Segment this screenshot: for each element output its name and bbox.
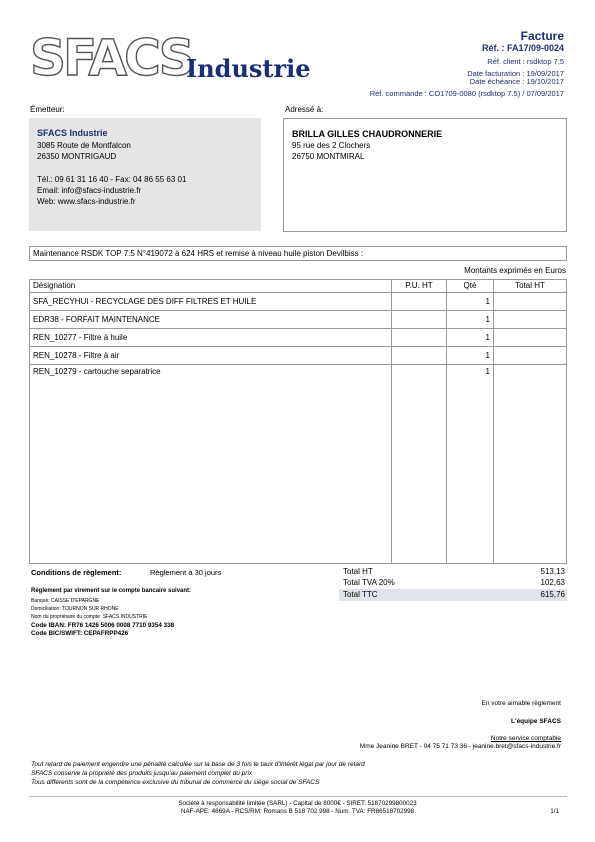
sender-website: Web: www.sfacs-industrie.fr	[37, 197, 136, 206]
row-quantity: 1	[447, 293, 494, 311]
row-designation: REN_10279 - cartouche separatrice	[30, 365, 392, 564]
recipient-city: 26750 MONTMIRAL	[292, 152, 365, 161]
row-total	[494, 329, 567, 347]
row-quantity: 1	[447, 311, 494, 329]
row-total	[494, 311, 567, 329]
table-row	[30, 347, 567, 365]
total-ttc-label: Total TTC	[343, 590, 378, 599]
description-text: Maintenance RSDK TOP 7.5 N°419072 à 624 HRS et remise à niveau huile piston Devilbiss :	[33, 249, 364, 258]
payment-terms-value: Règlement à 30 jours	[150, 568, 222, 577]
total-ttc-value: 615,76	[540, 590, 565, 599]
row-unit-price	[392, 347, 447, 365]
table-header-row	[30, 280, 567, 293]
payment-terms-label: Conditions de règlement:	[31, 568, 122, 577]
table-row	[30, 365, 567, 564]
table-row	[30, 293, 567, 311]
row-unit-price	[392, 311, 447, 329]
row-designation: REN_10277 - Filtre à huile	[30, 329, 392, 347]
col-unit-price: P.U. HT	[392, 280, 447, 293]
col-quantity: Qté	[447, 280, 494, 293]
bank-iban: Code IBAN: FR76 1426 5006 0008 7710 9354 338	[31, 622, 175, 629]
recipient-name: BRILLA GILLES CHAUDRONNERIE	[292, 129, 443, 139]
row-unit-price	[392, 365, 447, 564]
total-ttc-row	[339, 589, 567, 601]
bank-domiciliation: Domiciliation: TOURNON SUR RHONE	[31, 606, 119, 612]
due-date: Date échéance : 19/10/2017	[469, 77, 564, 86]
closing-service: Notre service comptable	[490, 735, 561, 742]
sender-phone: Tél.: 09 61 31 16 40 - Fax: 04 86 55 63 01	[37, 175, 187, 184]
col-total: Total HT	[494, 280, 567, 293]
footer-divider	[29, 796, 567, 797]
table-row	[30, 329, 567, 347]
row-quantity: 1	[447, 329, 494, 347]
closing-contact: Mme Jeanine BRET - 04 75 71 73 36 - jeanine.bret@sfacs-industrie.fr	[359, 743, 561, 750]
client-ref: Réf. client : rsdktop 7.5	[487, 57, 564, 66]
row-total	[494, 293, 567, 311]
closing-greeting: En votre aimable règlement	[481, 700, 561, 707]
legal-line: Tous différents sont de la compétence exclusive du tribunal de commerce du siège social de SFACS	[31, 779, 320, 786]
bank-bic: Code BIC/SWIFT: CEPAFRPP426	[31, 630, 129, 637]
sender-label: Émetteur:	[30, 105, 65, 114]
footer-legal-line: Société à responsabilité limitée (SARL) - Capital de 8000€ - SIRET: 51870299800023	[178, 800, 417, 807]
total-ht-value: 513,13	[540, 567, 565, 576]
footer-legal-line: NAF-APE: 4669A - RCS/RM: Romans B 518 702 998 - Num. TVA: FR86518702998	[180, 808, 415, 815]
total-tva-value: 102,63	[540, 578, 565, 587]
sender-address-line: 3085 Route de Montfalcon	[37, 141, 131, 150]
total-tva-label: Total TVA 20%	[343, 578, 395, 587]
currency-note: Montants exprimés en Euros	[464, 266, 566, 275]
closing-team: L'équipe SFACS	[511, 718, 561, 725]
invoice-title: Facture	[520, 29, 564, 43]
row-total	[494, 347, 567, 365]
invoice-date: Date facturation : 19/09/2017	[467, 69, 564, 78]
total-tva-row	[339, 578, 567, 589]
recipient-address-line: 95 rue des 2 Clochers	[292, 141, 371, 150]
sender-name: SFACS Industrie	[37, 128, 108, 138]
row-total	[494, 365, 567, 564]
legal-line: Tout retard de paiement engendre une pénalité calculée sur la base de 3 fois le taux d'intérêt légal par jour de retard	[31, 761, 365, 768]
bank-title: Règlement par virement sur le compte bancaire suivant:	[31, 588, 192, 594]
row-designation: REN_10278 - Filtre à air	[30, 347, 392, 365]
company-logo: SFACS	[30, 29, 192, 87]
total-ht-row	[339, 567, 567, 578]
company-logo-subtitle: Industrie	[186, 54, 311, 83]
sender-email: Email: info@sfacs-industrie.fr	[37, 186, 142, 195]
page-number: 1/1	[550, 808, 559, 815]
row-quantity: 1	[447, 365, 494, 564]
sender-city: 26350 MONTRIGAUD	[37, 152, 117, 161]
invoice-ref: Réf. : FA17/09-0024	[481, 43, 564, 53]
table-row	[30, 311, 567, 329]
recipient-box	[283, 118, 567, 232]
row-unit-price	[392, 293, 447, 311]
col-designation: Désignation	[30, 280, 392, 293]
row-designation: EDR38 - FORFAIT MAINTENANCE	[30, 311, 392, 329]
items-table	[29, 279, 567, 564]
invoice-description	[29, 246, 567, 261]
sender-box	[29, 118, 261, 231]
total-ht-label: Total HT	[343, 567, 373, 576]
row-quantity: 1	[447, 347, 494, 365]
row-designation: SFA_RECYHUI - RECYCLAGE DES DIFF FILTRES ET HUILE	[30, 293, 392, 311]
bank-name: Banque: CAISSE D'EPARGNE	[31, 598, 100, 604]
order-ref: Réf. commande : CO1709-0080 (rsdktop 7.5) / 07/09/2017	[369, 89, 564, 98]
recipient-label: Adressé à:	[285, 105, 324, 114]
legal-line: SFACS conserve la propriété des produits jusqu'au paiement complet du prix	[31, 770, 253, 777]
row-unit-price	[392, 329, 447, 347]
bank-owner: Nom du propriétaire du compte: SFACS INDUSTRIE	[31, 614, 148, 620]
